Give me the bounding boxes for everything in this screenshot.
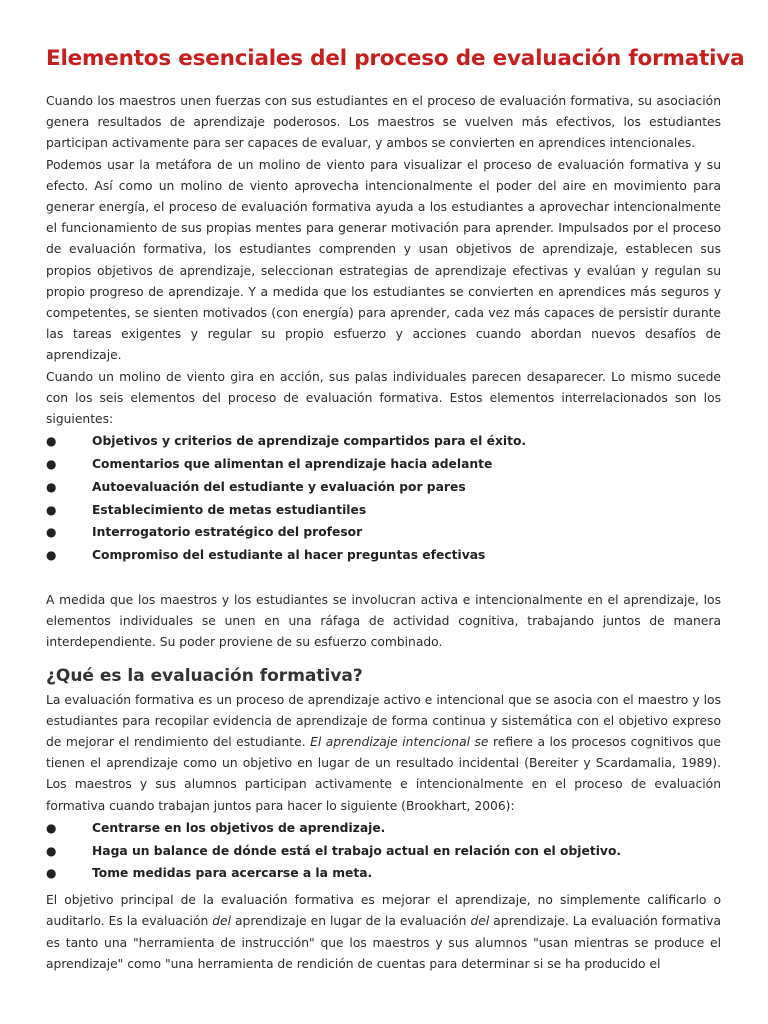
list-item bbox=[46, 453, 721, 476]
italic-term: del bbox=[212, 914, 232, 929]
section-heading: ¿Qué es la evaluación formativa? bbox=[46, 665, 363, 686]
list-item-text: Centrarse en los objetivos de aprendizaje. bbox=[92, 820, 386, 835]
list-item-text: Compromiso del estudiante al hacer preguntas efectivas bbox=[92, 548, 486, 563]
italic-term: El aprendizaje intencional se bbox=[310, 735, 489, 750]
page-title: Elementos esenciales del proceso de evaluación formativa bbox=[46, 46, 745, 71]
bullet-icon: ● bbox=[46, 866, 57, 881]
elements-list bbox=[46, 430, 721, 567]
list-item-text: Establecimiento de metas estudiantiles bbox=[92, 502, 367, 517]
bullet-icon: ● bbox=[46, 548, 57, 563]
list-item bbox=[46, 430, 721, 453]
bullet-icon: ● bbox=[46, 525, 57, 540]
list-item bbox=[46, 862, 721, 885]
bullet-icon: ● bbox=[46, 479, 57, 494]
bullet-icon: ● bbox=[46, 843, 57, 858]
intro-paragraph: Cuando los maestros unen fuerzas con sus estudiantes en el proceso de evaluación formativa, su asociación genera resultados de aprendizaje poderosos. Los maestros se vuelven más efectivos, los estudiantes participan activamente para ser capaces de evaluar, y ambos se convierten en aprendices intencionales. bbox=[46, 94, 721, 151]
list-item bbox=[46, 521, 721, 544]
intro-paragraph: Podemos usar la metáfora de un molino de viento para visualizar el proceso de evaluación formativa y su efecto. Así como un molino de viento aprovecha intencionalmente el poder del aire en movimiento para generar energía, el proceso de evaluación formativa ayuda a los estudiantes a aprovechar intencionalmente el funcionamiento de sus propias mentes para generar motivación para aprender. Impulsados por el proceso de evaluación formativa, los estudiantes comprenden y usan objetivos de aprendizaje, establecen sus propios objetivos de aprendizaje, seleccionan estrategias de aprendizaje efectivas y evalúan y regulan su propio progreso de aprendizaje. Y a medida que los estudiantes se convierten en aprendices más seguros y competentes, se sienten motivados (con energía) para aprender, cada vez más capaces de persistir durante las tareas exigentes y regular su propio esfuerzo y acciones cuando abordan nuevos desafíos de aprendizaje. bbox=[46, 157, 721, 363]
list-item bbox=[46, 499, 721, 522]
list-item bbox=[46, 476, 721, 499]
intro-paragraph: Cuando un molino de viento gira en acción, sus palas individuales parecen desaparecer. Lo mismo sucede con los seis elementos del proceso de evaluación formativa. Estos elementos interrelacionados son los siguientes: bbox=[46, 369, 721, 427]
steps-list bbox=[46, 817, 721, 885]
list-item-text: Haga un balance de dónde está el trabajo actual en relación con el objetivo. bbox=[92, 843, 622, 858]
list-item-text: Objetivos y criterios de aprendizaje compartidos para el éxito. bbox=[92, 434, 527, 449]
bullet-icon: ● bbox=[46, 820, 57, 835]
bullet-icon: ● bbox=[46, 457, 57, 472]
list-item-text: Autoevaluación del estudiante y evaluación por pares bbox=[92, 479, 466, 494]
paragraph-after-elements: A medida que los maestros y los estudiantes se involucran activa e intencionalmente en el aprendizaje, los elementos individuales se unen en una ráfaga de actividad cognitiva, trabajando juntos de manera interdependiente. Su poder proviene de su esfuerzo combinado. bbox=[46, 593, 721, 650]
bullet-icon: ● bbox=[46, 434, 57, 449]
list-item bbox=[46, 544, 721, 567]
list-item-text: Tome medidas para acercarse a la meta. bbox=[92, 866, 373, 881]
section-paragraph: El objetivo principal de la evaluación formativa es mejorar el aprendizaje, no simplemente calificarlo o auditarlo. Es la evaluación del aprendizaje en lugar de la evaluación del aprendizaje. La evaluación formativa es tanto una "herramienta de instrucción" que los maestros y sus alumnos "usan mientras se produce el aprendizaje" como "una herramienta de rendición de cuentas para determinar si se ha producido el bbox=[46, 893, 721, 971]
bullet-icon: ● bbox=[46, 502, 57, 517]
section-paragraph: La evaluación formativa es un proceso de aprendizaje activo e intencional que se asocia con el maestro y los estudiantes para recopilar evidencia de aprendizaje de forma continua y sistemática con el objetivo expreso de mejorar el rendimiento del estudiante. El aprendizaje intencional se refiere a los procesos cognitivos que tienen el aprendizaje como un objetivo en lugar de un resultado incidental (Bereiter y Scardamalia, 1989). Los maestros y sus alumnos participan activamente e intencionalmente en el proceso de evaluación formativa cuando trabajan juntos para hacer lo siguiente (Brookhart, 2006): bbox=[46, 692, 721, 813]
italic-term: del bbox=[470, 914, 490, 929]
list-item bbox=[46, 840, 721, 863]
list-item bbox=[46, 817, 721, 840]
list-item-text: Interrogatorio estratégico del profesor bbox=[92, 525, 363, 540]
list-item-text: Comentarios que alimentan el aprendizaje hacia adelante bbox=[92, 457, 493, 472]
